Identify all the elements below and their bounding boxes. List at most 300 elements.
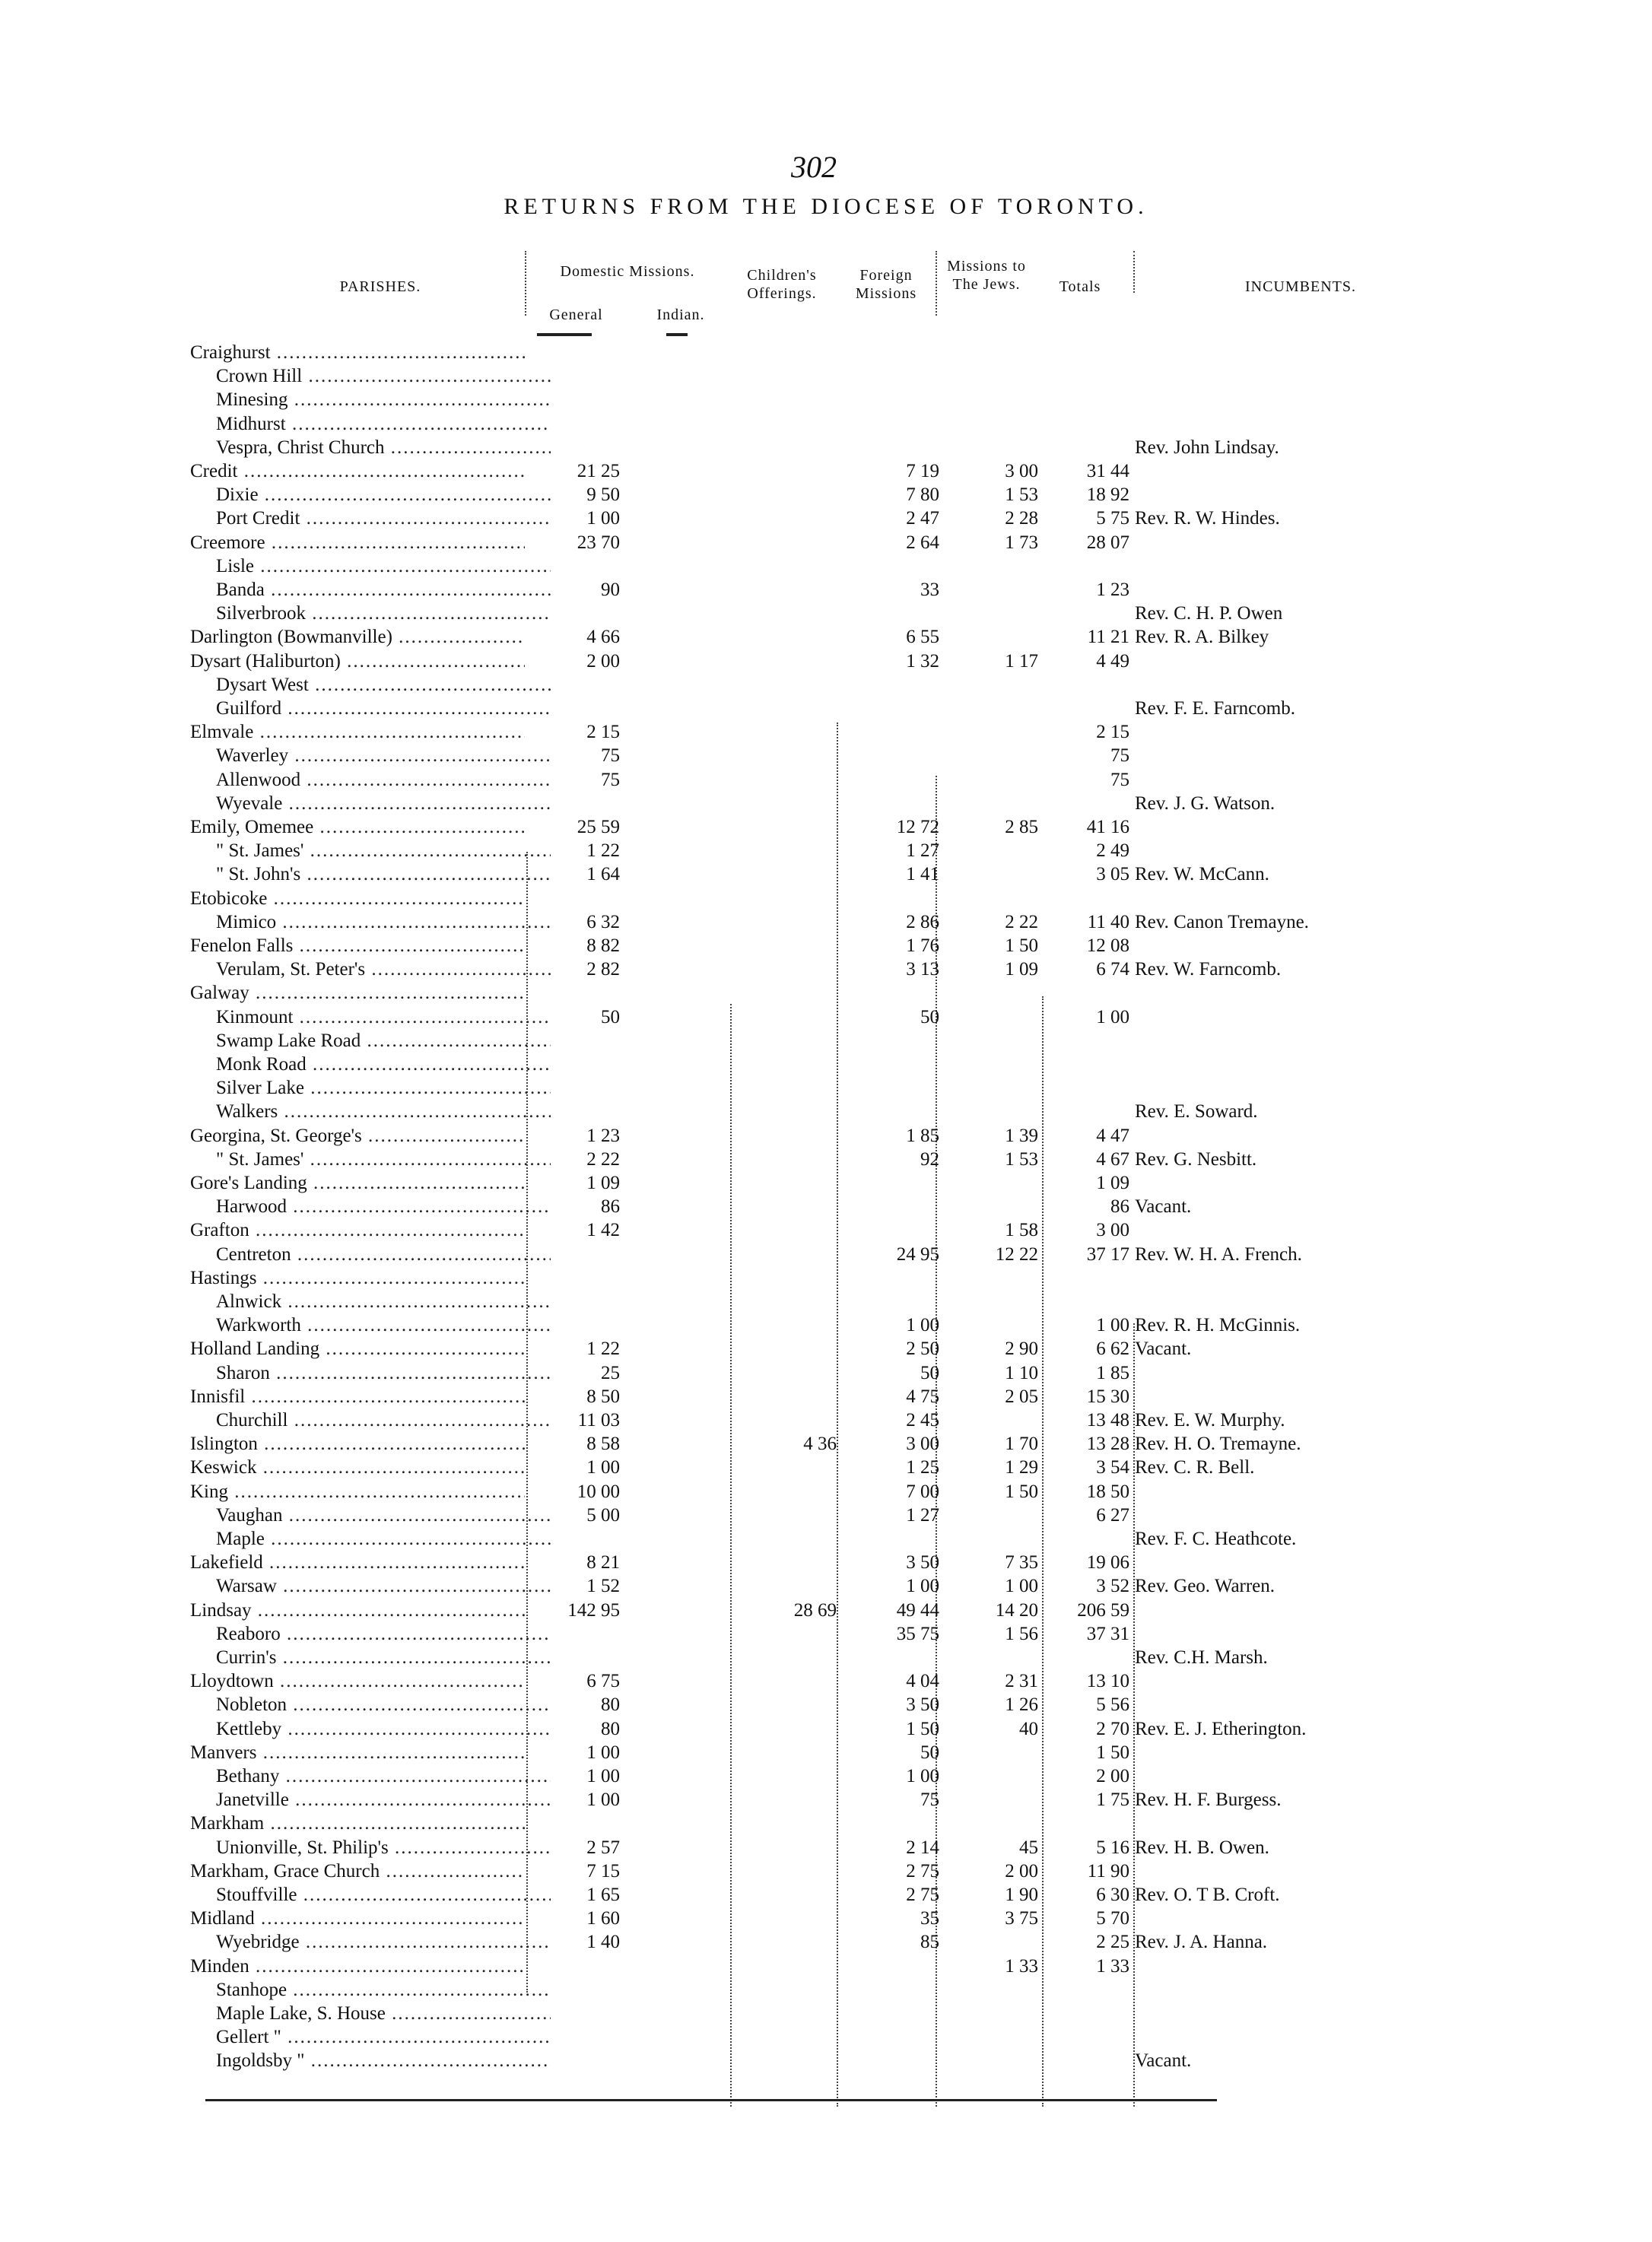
table-row: [0, 388, 1652, 411]
table-row: [0, 1243, 1652, 1266]
table-row: [0, 1100, 1652, 1123]
amount-general: 6 75: [586, 1671, 620, 1692]
parish-name: Dysart (Haliburton) .....: [190, 649, 525, 673]
amount-jews: 1 73: [1005, 532, 1038, 553]
amount-total: 1 00: [1096, 1315, 1129, 1336]
amount-general: 1 60: [586, 1908, 620, 1929]
table-row: [0, 1764, 1652, 1788]
table-row: [0, 554, 1652, 578]
amount-total: 13 10: [1086, 1671, 1129, 1692]
amount-general: 1 52: [586, 1576, 620, 1597]
amount-general: 23 70: [577, 532, 620, 553]
parish-name: Mimico .....: [216, 910, 551, 934]
parish-name: Manvers .....: [190, 1741, 525, 1764]
incumbent-name: Rev. C.H. Marsh.: [1135, 1647, 1268, 1668]
incumbent-name: Rev. E. J. Etherington.: [1135, 1718, 1307, 1739]
amount-general: 1 22: [586, 840, 620, 862]
amount-general: 1 22: [586, 1339, 620, 1360]
parish-name: Elmvale .....: [190, 720, 525, 744]
parish-name: Ingoldsby " .....: [216, 2049, 551, 2072]
parish-name: Craighurst .....: [190, 341, 525, 364]
table-row: [0, 1195, 1652, 1218]
amount-jews: 1 53: [1005, 484, 1038, 506]
table-row: [0, 578, 1652, 602]
amount-general: 1 00: [586, 1457, 620, 1478]
table-row: [0, 1955, 1652, 1978]
amount-foreign: 35: [920, 1908, 939, 1929]
amount-general: 75: [601, 769, 620, 790]
amount-general: 50: [601, 1006, 620, 1027]
amount-total: 2 15: [1096, 722, 1129, 743]
header-rule-general: [537, 333, 592, 336]
amount-total: 6 62: [1096, 1339, 1129, 1360]
table-row: [0, 1599, 1652, 1622]
amount-jews: 1 33: [1005, 1955, 1038, 1977]
amount-children: 4 36: [803, 1434, 837, 1455]
parish-name: Wyebridge .....: [216, 1930, 551, 1954]
amount-foreign: 50: [920, 1362, 939, 1383]
page-number: 302: [791, 150, 837, 184]
amount-foreign: 1 50: [906, 1718, 939, 1739]
amount-general: 1 00: [586, 1766, 620, 1786]
parish-name: Credit .....: [190, 459, 525, 483]
amount-jews: 2 22: [1005, 911, 1038, 932]
table-row: [0, 1504, 1652, 1527]
parish-name: Stanhope .....: [216, 1978, 551, 2002]
parish-name: Janetville .....: [216, 1788, 551, 1812]
amount-jews: 1 56: [1005, 1623, 1038, 1644]
amount-foreign: 92: [920, 1148, 939, 1170]
incumbent-name: Rev. W. Farncomb.: [1135, 959, 1282, 980]
table-row: [0, 1717, 1652, 1741]
amount-total: 4 49: [1096, 650, 1129, 672]
table-row: [0, 792, 1652, 815]
table-row: [0, 1337, 1652, 1361]
amount-total: 11 90: [1087, 1860, 1129, 1882]
amount-foreign: 1 41: [906, 864, 939, 885]
parish-name: Etobicoke .....: [190, 887, 525, 910]
parish-name: Stouffville .....: [216, 1883, 551, 1907]
parish-name: " St. James' .....: [216, 839, 551, 862]
incumbent-name: Rev. W. McCann.: [1135, 864, 1269, 885]
table-row: [0, 1456, 1652, 1479]
table-row: [0, 1812, 1652, 1835]
amount-total: 75: [1110, 745, 1129, 767]
table-row: [0, 1930, 1652, 1954]
table-row: [0, 768, 1652, 792]
amount-foreign: 2 50: [906, 1339, 939, 1360]
column-divider: [1133, 251, 1135, 293]
amount-total: 1 23: [1096, 580, 1129, 600]
amount-foreign: 2 75: [906, 1885, 939, 1905]
header-missions-to-jews: Missions to The Jews.: [947, 258, 1026, 293]
amount-total: 3 54: [1096, 1457, 1129, 1478]
incumbent-name: Rev. John Lindsay.: [1135, 437, 1279, 458]
amount-general: 86: [601, 1196, 620, 1218]
table-row: [0, 602, 1652, 625]
amount-general: 5 00: [586, 1504, 620, 1526]
header-rule-indian: [666, 333, 688, 336]
table-row: [0, 649, 1652, 673]
amount-total: 18 92: [1086, 484, 1129, 506]
parish-name: Alnwick .....: [216, 1290, 551, 1313]
amount-foreign: 1 00: [906, 1315, 939, 1336]
table-row: [0, 720, 1652, 744]
amount-general: 1 40: [586, 1932, 620, 1953]
amount-total: 2 49: [1096, 840, 1129, 862]
table-row: [0, 625, 1652, 649]
amount-general: 8 21: [586, 1552, 620, 1574]
amount-jews: 1 50: [1005, 1481, 1038, 1502]
amount-total: 3 52: [1096, 1576, 1129, 1597]
amount-total: 1 00: [1096, 1006, 1129, 1027]
table-row: [0, 697, 1652, 720]
amount-general: 75: [601, 745, 620, 767]
table-row: [0, 1859, 1652, 1883]
amount-foreign: 85: [920, 1932, 939, 1953]
table-row: [0, 1148, 1652, 1171]
parish-name: King .....: [190, 1480, 525, 1504]
parish-name: Islington .....: [190, 1432, 525, 1456]
parish-name: Georgina, St. George's .....: [190, 1124, 525, 1148]
header-foreign-missions: Foreign Missions: [855, 267, 917, 302]
column-divider: [525, 251, 526, 316]
amount-foreign: 24 95: [896, 1243, 939, 1265]
amount-foreign: 2 86: [906, 911, 939, 932]
parish-name: Kinmount .....: [216, 1005, 551, 1029]
amount-general: 80: [601, 1694, 620, 1716]
amount-general: 1 00: [586, 1789, 620, 1811]
amount-general: 25 59: [577, 817, 620, 837]
amount-foreign: 1 76: [906, 935, 939, 956]
amount-foreign: 1 27: [906, 1504, 939, 1526]
table-row: [0, 744, 1652, 767]
table-row: [0, 1883, 1652, 1907]
table-row: [0, 673, 1652, 697]
incumbent-name: Rev. Geo. Warren.: [1135, 1576, 1276, 1597]
amount-general: 2 57: [586, 1837, 620, 1858]
table-row: [0, 1432, 1652, 1456]
table-row: [0, 815, 1652, 839]
parish-name: Verulam, St. Peter's .....: [216, 957, 551, 981]
amount-total: 1 75: [1096, 1789, 1129, 1811]
parish-name: Monk Road .....: [216, 1053, 551, 1076]
parish-name: Banda .....: [216, 578, 551, 602]
amount-general: 8 58: [586, 1434, 620, 1455]
amount-total: 6 27: [1096, 1504, 1129, 1526]
amount-total: 37 17: [1086, 1243, 1129, 1265]
incumbent-name: Rev. C. H. P. Owen: [1135, 603, 1283, 624]
table-row: [0, 1907, 1652, 1930]
table-row: [0, 1646, 1652, 1669]
amount-total: 31 44: [1086, 461, 1129, 481]
amount-jews: 3 00: [1005, 461, 1038, 481]
amount-foreign: 1 85: [906, 1125, 939, 1146]
header-childrens-offerings: Children's Offerings.: [747, 267, 817, 302]
parish-name: Swamp Lake Road .....: [216, 1029, 551, 1053]
amount-jews: 2 90: [1005, 1339, 1038, 1360]
table-row: [0, 1005, 1652, 1029]
amount-total: 12 08: [1086, 935, 1129, 956]
amount-total: 19 06: [1086, 1552, 1129, 1574]
amount-foreign: 12 72: [896, 817, 939, 837]
incumbent-name: Rev. E. Soward.: [1135, 1101, 1258, 1123]
parish-name: Silver Lake .....: [216, 1076, 551, 1100]
table-row: [0, 934, 1652, 957]
amount-total: 5 16: [1096, 1837, 1129, 1858]
amount-total: 5 75: [1096, 508, 1129, 529]
parish-name: Gore's Landing .....: [190, 1171, 525, 1195]
amount-foreign: 2 14: [906, 1837, 939, 1858]
header-incumbents: INCUMBENTS.: [1244, 278, 1356, 295]
amount-jews: 3 75: [1005, 1908, 1038, 1929]
amount-total: 5 56: [1096, 1694, 1129, 1716]
amount-general: 80: [601, 1718, 620, 1739]
parish-name: Vaughan .....: [216, 1504, 551, 1527]
amount-jews: 12 22: [995, 1243, 1038, 1265]
table-row: [0, 1266, 1652, 1290]
amount-total: 4 47: [1096, 1125, 1129, 1146]
parish-name: Minesing .....: [216, 388, 551, 411]
parish-name: Warsaw .....: [216, 1574, 551, 1598]
amount-general: 2 15: [586, 722, 620, 743]
amount-total: 37 31: [1086, 1623, 1129, 1644]
table-row: [0, 1788, 1652, 1812]
parish-name: Bethany .....: [216, 1764, 551, 1788]
amount-general: 25: [601, 1362, 620, 1383]
amount-jews: 2 31: [1005, 1671, 1038, 1692]
parish-name: Sharon .....: [216, 1361, 551, 1385]
table-row: [0, 507, 1652, 530]
amount-foreign: 50: [920, 1006, 939, 1027]
amount-foreign: 2 64: [906, 532, 939, 553]
amount-jews: 1 17: [1005, 650, 1038, 672]
amount-total: 2 70: [1096, 1718, 1129, 1739]
amount-foreign: 6 55: [906, 627, 939, 648]
amount-jews: 1 53: [1005, 1148, 1038, 1170]
parish-name: Currin's .....: [216, 1646, 551, 1669]
parish-name: Lisle .....: [216, 554, 551, 578]
parish-name: Vespra, Christ Church .....: [216, 436, 551, 459]
parish-name: Lloydtown .....: [190, 1669, 525, 1693]
table-row: [0, 364, 1652, 388]
amount-general: 1 00: [586, 1742, 620, 1763]
amount-total: 86: [1110, 1196, 1129, 1218]
amount-total: 4 67: [1096, 1148, 1129, 1170]
amount-jews: 2 05: [1005, 1386, 1038, 1407]
amount-jews: 1 00: [1005, 1576, 1038, 1597]
parish-name: Port Credit .....: [216, 507, 551, 530]
amount-general: 2 00: [586, 650, 620, 672]
amount-general: 1 42: [586, 1220, 620, 1241]
amount-general: 7 15: [586, 1860, 620, 1882]
table-row: [0, 1836, 1652, 1859]
table-row: [0, 981, 1652, 1005]
table-row: [0, 1480, 1652, 1504]
parish-name: Lakefield .....: [190, 1551, 525, 1574]
amount-total: 18 50: [1086, 1481, 1129, 1502]
incumbent-name: Vacant.: [1135, 1339, 1192, 1360]
parish-name: Maple .....: [216, 1527, 551, 1551]
table-row: [0, 1978, 1652, 2002]
table-row: [0, 436, 1652, 459]
table-row: [0, 1408, 1652, 1432]
amount-foreign: 2 45: [906, 1410, 939, 1431]
incumbent-name: Rev. H. B. Owen.: [1135, 1837, 1269, 1858]
parish-name: Midland .....: [190, 1907, 525, 1930]
table-row: [0, 957, 1652, 981]
header-indian: Indian.: [656, 306, 705, 323]
parish-name: Lindsay .....: [190, 1599, 525, 1622]
amount-general: 4 66: [586, 627, 620, 648]
incumbent-name: Rev. R. H. McGinnis.: [1135, 1315, 1301, 1336]
parish-name: Holland Landing .....: [190, 1337, 525, 1361]
parish-name: Minden .....: [190, 1955, 525, 1978]
table-row: [0, 1053, 1652, 1076]
amount-total: 206 59: [1077, 1599, 1129, 1621]
table-row: [0, 839, 1652, 862]
amount-total: 11 40: [1087, 911, 1129, 932]
table-row: [0, 531, 1652, 554]
incumbent-name: Rev. G. Nesbitt.: [1135, 1148, 1257, 1170]
parish-name: Gellert " .....: [216, 2025, 551, 2049]
incumbent-name: Rev. R. A. Bilkey: [1135, 627, 1269, 648]
amount-children: 28 69: [793, 1599, 837, 1621]
amount-foreign: 1 00: [906, 1766, 939, 1786]
parish-name: Waverley .....: [216, 744, 551, 767]
table-row: [0, 1385, 1652, 1408]
amount-general: 2 22: [586, 1148, 620, 1170]
parish-name: Dysart West .....: [216, 673, 551, 697]
parish-name: Warkworth .....: [216, 1313, 551, 1337]
amount-total: 1 33: [1096, 1955, 1129, 1977]
parish-name: Nobleton .....: [216, 1693, 551, 1716]
table-row: [0, 1669, 1652, 1693]
table-row: [0, 1527, 1652, 1551]
parish-name: Walkers .....: [216, 1100, 551, 1123]
amount-foreign: 33: [920, 580, 939, 600]
amount-general: 90: [601, 580, 620, 600]
incumbent-name: Rev. J. A. Hanna.: [1135, 1932, 1268, 1953]
amount-total: 41 16: [1086, 817, 1129, 837]
incumbent-name: Vacant.: [1135, 1196, 1192, 1218]
parish-name: Harwood .....: [216, 1195, 551, 1218]
amount-jews: 45: [1019, 1837, 1038, 1858]
column-divider: [936, 251, 937, 316]
table-row: [0, 1171, 1652, 1195]
amount-general: 1 64: [586, 864, 620, 885]
table-row: [0, 862, 1652, 886]
parish-name: Churchill .....: [216, 1408, 551, 1432]
parish-name: Allenwood .....: [216, 768, 551, 792]
amount-general: 21 25: [577, 461, 620, 481]
incumbent-name: Vacant.: [1135, 2050, 1192, 2072]
amount-total: 3 05: [1096, 864, 1129, 885]
table-row: [0, 1574, 1652, 1598]
table-bottom-rule: [205, 2099, 1217, 2101]
parish-name: Innisfil .....: [190, 1385, 525, 1408]
amount-foreign: 2 75: [906, 1860, 939, 1882]
amount-foreign: 3 50: [906, 1694, 939, 1716]
header-general: General: [549, 306, 603, 323]
amount-foreign: 35 75: [896, 1623, 939, 1644]
parish-name: Midhurst .....: [216, 412, 551, 436]
table-row: [0, 1551, 1652, 1574]
amount-foreign: 49 44: [896, 1599, 939, 1621]
table-row: [0, 1290, 1652, 1313]
amount-general: 9 50: [586, 484, 620, 506]
table-row: [0, 1076, 1652, 1100]
amount-total: 6 30: [1096, 1885, 1129, 1905]
page-title: RETURNS FROM THE DIOCESE OF TORONTO.: [504, 194, 1148, 219]
header-totals: Totals: [1059, 278, 1101, 295]
amount-general: 8 50: [586, 1386, 620, 1407]
amount-total: 11 21: [1087, 627, 1129, 648]
amount-general: 2 82: [586, 959, 620, 980]
table-row: [0, 483, 1652, 507]
parish-name: Grafton .....: [190, 1218, 525, 1242]
amount-total: 2 25: [1096, 1932, 1129, 1953]
amount-foreign: 7 80: [906, 484, 939, 506]
amount-total: 2 00: [1096, 1766, 1129, 1786]
incumbent-name: Rev. O. T B. Croft.: [1135, 1885, 1280, 1905]
amount-jews: 7 35: [1005, 1552, 1038, 1574]
table-row: [0, 1313, 1652, 1337]
amount-jews: 2 00: [1005, 1860, 1038, 1882]
amount-jews: 1 70: [1005, 1434, 1038, 1455]
parish-name: Galway .....: [190, 981, 525, 1005]
amount-total: 13 28: [1086, 1434, 1129, 1455]
incumbent-name: Rev. F. E. Farncomb.: [1135, 698, 1295, 719]
parish-name: Maple Lake, S. House .....: [216, 2002, 551, 2025]
parish-name: " St. John's .....: [216, 862, 551, 886]
table-row: [0, 1741, 1652, 1764]
incumbent-name: Rev. F. C. Heathcote.: [1135, 1529, 1297, 1549]
amount-total: 6 74: [1096, 959, 1129, 980]
parish-name: Hastings .....: [190, 1266, 525, 1290]
amount-general: 1 09: [586, 1173, 620, 1193]
parish-name: Crown Hill .....: [216, 364, 551, 388]
amount-general: 1 23: [586, 1125, 620, 1146]
amount-foreign: 7 19: [906, 461, 939, 481]
amount-general: 10 00: [577, 1481, 620, 1502]
amount-general: 1 65: [586, 1885, 620, 1905]
amount-foreign: 1 27: [906, 840, 939, 862]
amount-foreign: 1 25: [906, 1457, 939, 1478]
parish-name: " St. James' .....: [216, 1148, 551, 1171]
amount-general: 8 82: [586, 935, 620, 956]
parish-name: Markham, Grace Church .....: [190, 1859, 525, 1883]
amount-jews: 14 20: [995, 1599, 1038, 1621]
amount-total: 5 70: [1096, 1908, 1129, 1929]
amount-foreign: 3 13: [906, 959, 939, 980]
table-row: [0, 341, 1652, 364]
amount-foreign: 3 50: [906, 1552, 939, 1574]
table-row: [0, 1029, 1652, 1053]
table-row: [0, 910, 1652, 934]
parish-name: Creemore .....: [190, 531, 525, 554]
table-row: [0, 1218, 1652, 1242]
amount-general: 142 95: [567, 1599, 620, 1621]
incumbent-name: Rev. Canon Tremayne.: [1135, 911, 1309, 932]
amount-general: 6 32: [586, 911, 620, 932]
parish-name: Dixie .....: [216, 483, 551, 507]
header-domestic-missions: Domestic Missions.: [560, 263, 695, 280]
table-row: [0, 2025, 1652, 2049]
parish-name: Centreton .....: [216, 1243, 551, 1266]
amount-general: 1 00: [586, 508, 620, 529]
parish-name: Kettleby .....: [216, 1717, 551, 1741]
